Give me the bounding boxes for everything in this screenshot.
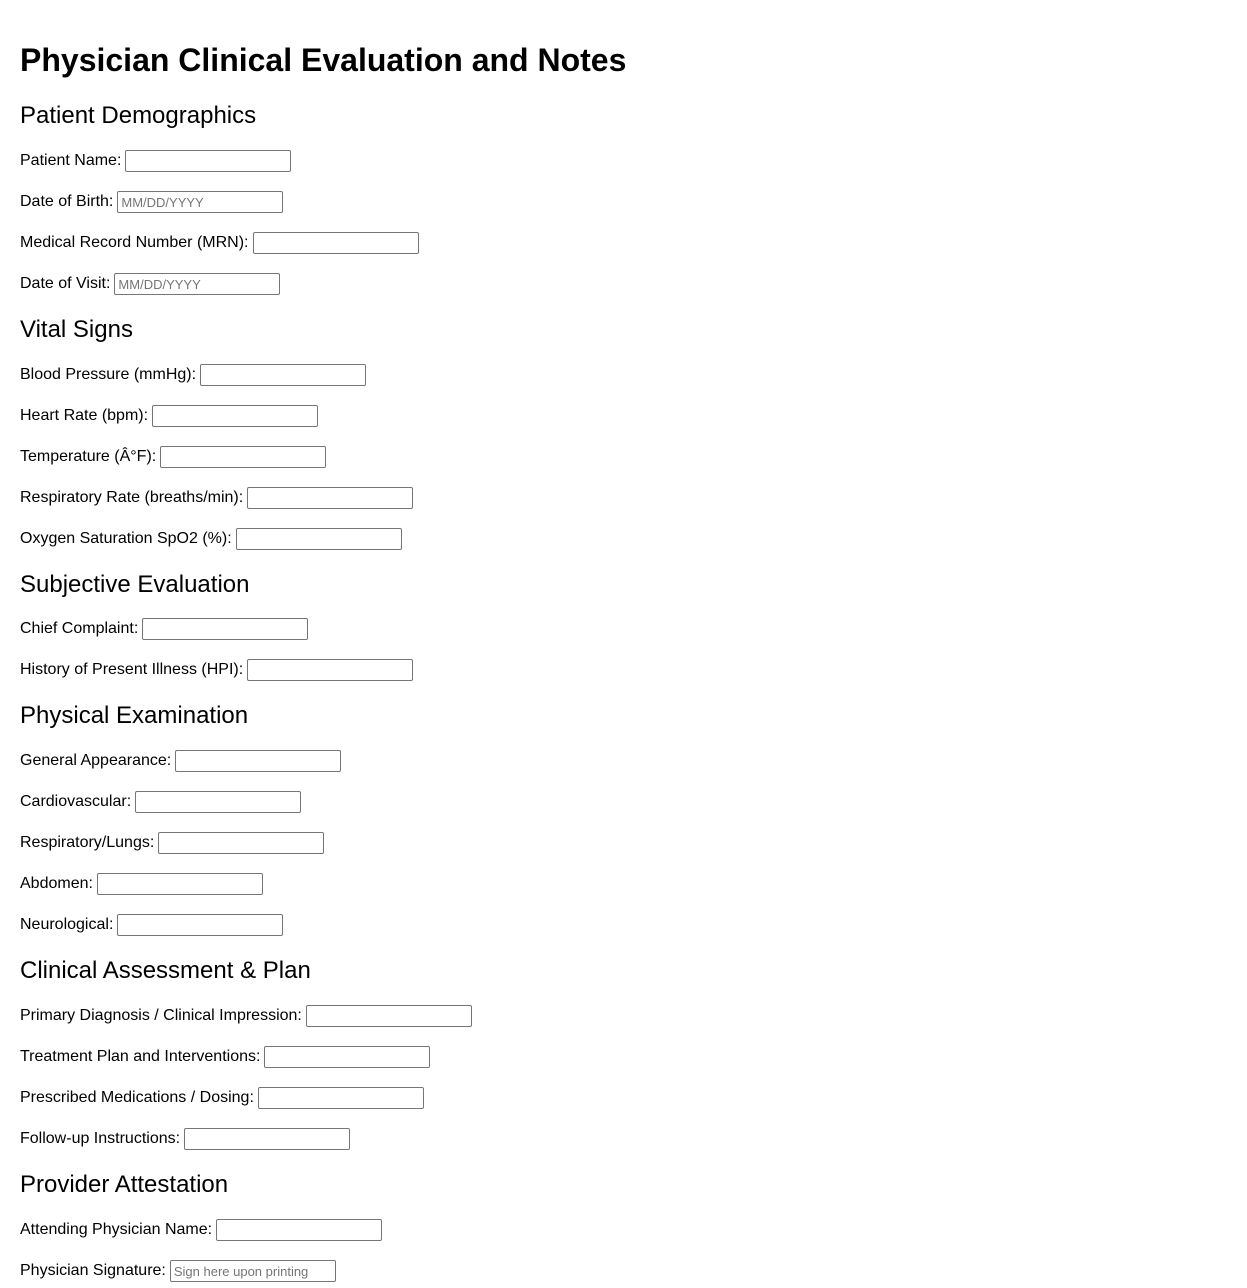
dob-input[interactable]	[117, 191, 283, 213]
temp-input[interactable]	[160, 446, 326, 468]
treatment-plan-row	[20, 1046, 430, 1068]
dob-label: Date of Birth:	[20, 193, 114, 210]
mrn-input[interactable]	[253, 232, 419, 254]
medications-label: Prescribed Medications / Dosing:	[20, 1089, 254, 1106]
hpi-input[interactable]	[247, 659, 413, 681]
signature-row	[20, 1260, 336, 1282]
rr-label: Respiratory Rate (breaths/min):	[20, 489, 244, 506]
follow-up-label: Follow-up Instructions:	[20, 1130, 181, 1147]
hpi-label: History of Present Illness (HPI):	[20, 661, 244, 678]
general-appearance-row	[20, 750, 341, 772]
chief-complaint-input[interactable]	[142, 618, 308, 640]
section-heading-physical-exam: Physical Examination	[20, 702, 249, 729]
medications-input[interactable]	[258, 1087, 424, 1109]
abdomen-label: Abdomen:	[20, 875, 93, 892]
bp-row	[20, 364, 366, 386]
temp-row	[20, 446, 326, 468]
rr-input[interactable]	[247, 487, 413, 509]
neurological-input[interactable]	[117, 914, 283, 936]
bp-label: Blood Pressure (mmHg):	[20, 366, 197, 383]
follow-up-row	[20, 1128, 350, 1150]
diagnosis-label: Primary Diagnosis / Clinical Impression:	[20, 1007, 302, 1024]
section-heading-assessment: Clinical Assessment & Plan	[20, 957, 311, 984]
cardiovascular-input[interactable]	[135, 791, 301, 813]
signature-label: Physician Signature:	[20, 1262, 166, 1279]
page-title: Physician Clinical Evaluation and Notes	[20, 42, 627, 78]
neurological-row	[20, 914, 283, 936]
mrn-row	[20, 232, 419, 254]
medications-row	[20, 1087, 424, 1109]
rr-row	[20, 487, 413, 509]
physician-name-input[interactable]	[216, 1219, 382, 1241]
patient-name-row	[20, 150, 291, 172]
patient-name-input[interactable]	[125, 150, 291, 172]
cardiovascular-label: Cardiovascular:	[20, 793, 132, 810]
hr-row	[20, 405, 318, 427]
spo2-input[interactable]	[236, 528, 402, 550]
cardiovascular-row	[20, 791, 301, 813]
mrn-label: Medical Record Number (MRN):	[20, 234, 249, 251]
treatment-plan-label: Treatment Plan and Interventions:	[20, 1048, 261, 1065]
abdomen-input[interactable]	[97, 873, 263, 895]
respiratory-input[interactable]	[158, 832, 324, 854]
diagnosis-row	[20, 1005, 472, 1027]
section-heading-subjective: Subjective Evaluation	[20, 571, 250, 598]
visit-date-label: Date of Visit:	[20, 275, 111, 292]
follow-up-input[interactable]	[184, 1128, 350, 1150]
general-appearance-input[interactable]	[175, 750, 341, 772]
spo2-label: Oxygen Saturation SpO2 (%):	[20, 530, 232, 547]
hr-label: Heart Rate (bpm):	[20, 407, 149, 424]
general-appearance-label: General Appearance:	[20, 752, 172, 769]
neurological-label: Neurological:	[20, 916, 114, 933]
chief-complaint-row	[20, 618, 308, 640]
section-heading-attestation: Provider Attestation	[20, 1171, 229, 1198]
respiratory-row	[20, 832, 324, 854]
visit-date-input[interactable]	[114, 273, 280, 295]
section-heading-demographics: Patient Demographics	[20, 102, 257, 129]
bp-input[interactable]	[200, 364, 366, 386]
section-heading-vitals: Vital Signs	[20, 316, 133, 343]
visit-date-row	[20, 273, 280, 295]
treatment-plan-input[interactable]	[264, 1046, 430, 1068]
hr-input[interactable]	[152, 405, 318, 427]
respiratory-label: Respiratory/Lungs:	[20, 834, 155, 851]
hpi-row	[20, 659, 413, 681]
physician-name-row	[20, 1219, 382, 1241]
physician-name-label: Attending Physician Name:	[20, 1221, 213, 1238]
signature-input[interactable]	[170, 1260, 336, 1282]
patient-name-label: Patient Name:	[20, 152, 122, 169]
diagnosis-input[interactable]	[306, 1005, 472, 1027]
dob-row	[20, 191, 283, 213]
abdomen-row	[20, 873, 263, 895]
chief-complaint-label: Chief Complaint:	[20, 620, 139, 637]
spo2-row	[20, 528, 402, 550]
temp-label: Temperature (Â°F):	[20, 448, 157, 465]
